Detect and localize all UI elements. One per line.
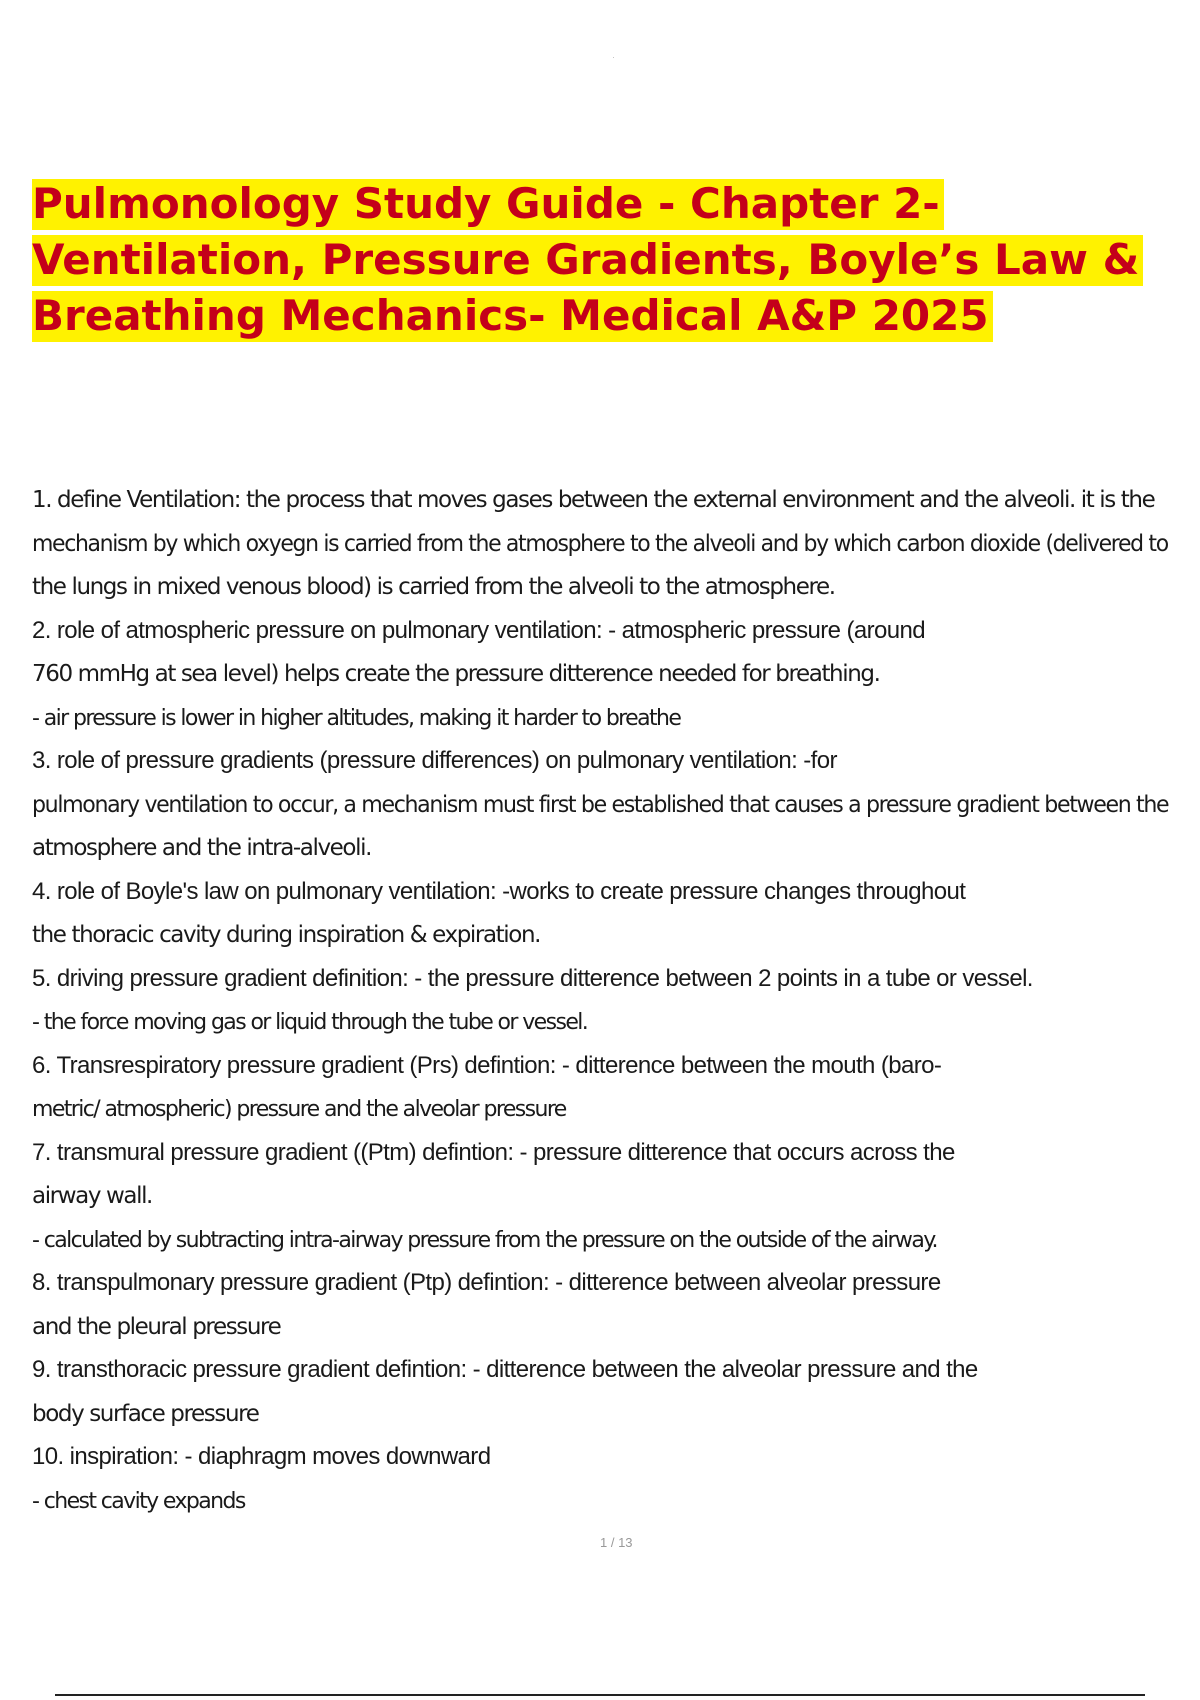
text-line — [32, 1174, 1172, 1218]
text-line-content: 4. role of Boyle's law on pulmonary ventilation: -works to create pressure changes throughout — [32, 877, 966, 905]
text-line-content: atmosphere and the intra-alveoli. — [32, 835, 371, 861]
text-line — [32, 1348, 1172, 1392]
text-line-content: the thoracic cavity during inspiration & expiration. — [32, 922, 541, 948]
text-line — [32, 1131, 1172, 1175]
text-line — [32, 1000, 1172, 1044]
text-line — [32, 913, 1172, 957]
text-line-content: 7. transmural pressure gradient ((Ptm) defintion: - pressure ditterence that occurs across the — [32, 1138, 955, 1166]
text-line — [32, 1392, 1172, 1436]
text-line — [32, 870, 1172, 914]
text-line-content: 1. define Ventilation: the process that moves gases between the external environment and the alveoli. it is the — [32, 487, 1155, 513]
text-line-content: - chest cavity expands — [32, 1488, 245, 1514]
text-line-content: and the pleural pressure — [32, 1313, 281, 1340]
text-line-content: pulmonary ventilation to occur, a mechanism must first be established that causes a pressure gradient between the — [32, 791, 1169, 818]
text-line — [32, 739, 1172, 783]
text-line-content: 6. Transrespiratory pressure gradient (Prs) defintion: - ditterence between the mouth (baro- — [32, 1051, 942, 1079]
text-line — [32, 1261, 1172, 1305]
text-line-content: 8. transpulmonary pressure gradient (Ptp) defintion: - ditterence between alveolar pressure — [32, 1269, 941, 1296]
text-line — [32, 1479, 1172, 1523]
text-line-content: airway wall. — [32, 1183, 152, 1209]
text-line-content: mechanism by which oxyegn is carried from the atmosphere to the alveoli and by which carbon dioxide (delivered to — [32, 530, 1168, 557]
text-line — [32, 478, 1172, 522]
text-line — [32, 826, 1172, 870]
text-line-content: metric/ atmospheric) pressure and the alveolar pressure — [32, 1097, 566, 1122]
text-line-content: - air pressure is lower in higher altitudes, making it harder to breathe — [32, 705, 681, 731]
text-line — [32, 1435, 1172, 1479]
text-line-content: 2. role of atmospheric pressure on pulmonary ventilation: - atmospheric pressure (around — [32, 616, 925, 644]
text-line-content: the lungs in mixed venous blood) is carried from the alveoli to the atmosphere. — [32, 574, 835, 600]
text-line-content: body surface pressure — [32, 1400, 259, 1427]
text-line — [32, 522, 1172, 566]
bottom-divider — [55, 1694, 1145, 1696]
text-line — [32, 1305, 1172, 1349]
text-line — [32, 696, 1172, 740]
text-line-content: 3. role of pressure gradients (pressure differences) on pulmonary ventilation: -for — [32, 747, 837, 774]
text-line — [32, 1087, 1172, 1131]
text-line-content: 760 mmHg at sea level) helps create the pressure ditterence needed for breathing. — [32, 661, 880, 687]
text-line-content: - the force moving gas or liquid through the tube or vessel. — [32, 1010, 588, 1035]
text-line — [32, 783, 1172, 827]
document-body — [32, 478, 1172, 1522]
text-line-content: - calculated by subtracting intra-airway pressure from the pressure on the outside of the airway. — [32, 1227, 937, 1253]
text-line — [32, 565, 1172, 609]
text-line — [32, 1218, 1172, 1262]
document-title — [32, 176, 1172, 344]
text-line-content: 5. driving pressure gradient definition: - the pressure ditterence between 2 points in a tube or vessel. — [32, 964, 1033, 992]
title-highlight: Pulmonology Study Guide - Chapter 2- Ventilation, Pressure Gradients, Boyle’s Law & Breathing Mechanics- Medical A&P 2025 — [32, 179, 1143, 342]
text-line-content: 10. inspiration: - diaphragm moves downward — [32, 1443, 491, 1470]
text-line — [32, 1044, 1172, 1088]
text-line — [32, 957, 1172, 1001]
text-line — [32, 652, 1172, 696]
page-number: 1 / 13 — [600, 1535, 633, 1550]
page-top-mark: · — [612, 52, 615, 62]
text-line — [32, 609, 1172, 653]
text-line-content: 9. transthoracic pressure gradient defintion: - ditterence between the alveolar pressure and the — [32, 1356, 978, 1383]
